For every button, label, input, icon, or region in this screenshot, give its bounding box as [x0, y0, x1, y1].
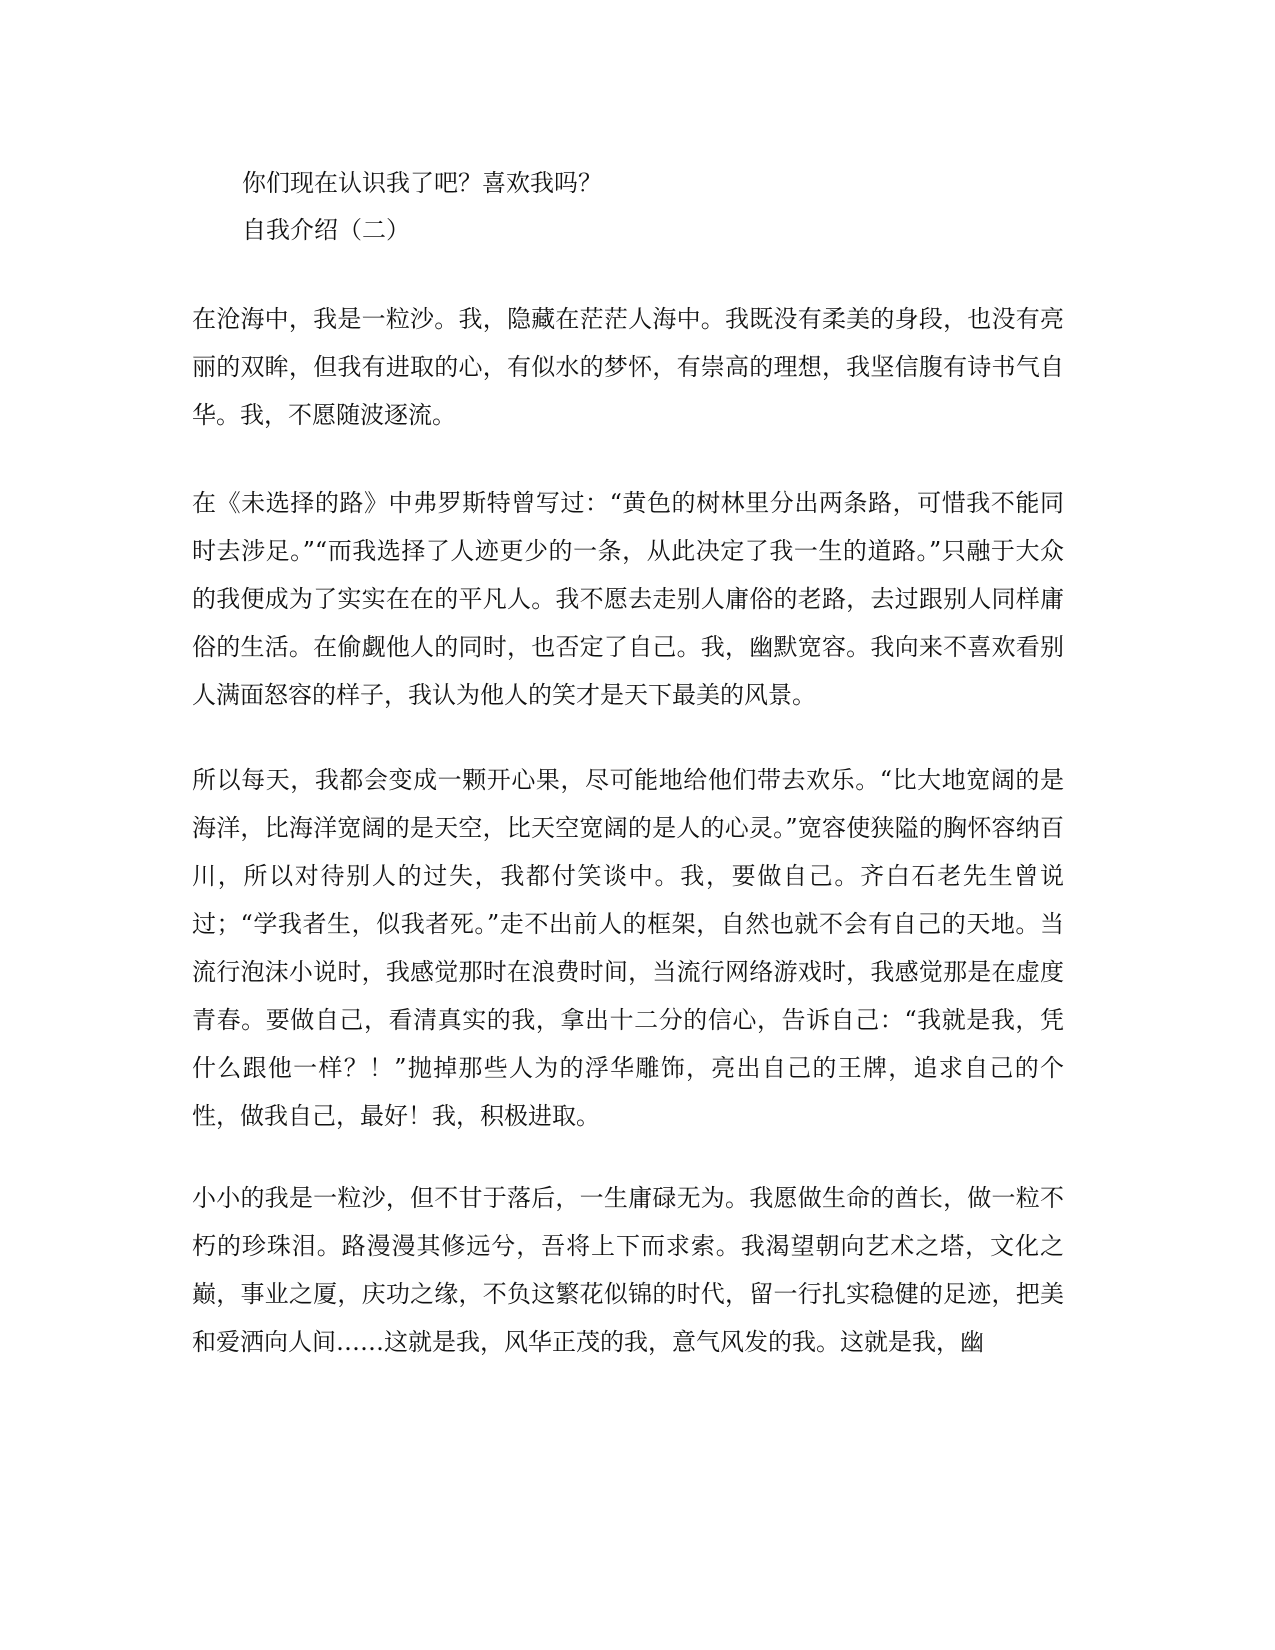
paragraph-2: 在《未选择的路》中弗罗斯特曾写过：“黄色的树林里分出两条路，可惜我不能同时去涉足。”“而我选择了人迹更少的一条，从此决定了我一生的道路。”只融于大众的我便成为了实实在在的平凡人。我不愿去走别人庸俗的老路，去过跟别人同样庸俗的生活。在偷觑他人的同时，也否定了自己。我，幽默宽容。我向来不喜欢看别人满面怒容的样子，我认为他人的笑才是天下最美的风景。	[192, 489, 1064, 709]
intro-question-line: 你们现在认识我了吧？喜欢我吗？	[242, 169, 602, 197]
paragraph-4: 小小的我是一粒沙，但不甘于落后，一生庸碌无为。我愿做生命的酋长，做一粒不朽的珍珠泪。路漫漫其修远兮，吾将上下而求索。我渴望朝向艺术之塔，文化之巅，事业之厦，庆功之缘，不负这繁花似锦的时代，留一行扎实稳健的足迹，把美和爱洒向人间……这就是我，风华正茂的我，意气风发的我。这就是我，幽	[192, 1184, 1064, 1356]
paragraph-3: 所以每天，我都会变成一颗开心果，尽可能地给他们带去欢乐。“比大地宽阔的是海洋，比海洋宽阔的是天空，比天空宽阔的是人的心灵。”宽容使狭隘的胸怀容纳百川，所以对待别人的过失，我都付笑谈中。我，要做自己。齐白石老先生曾说过；“学我者生，似我者死。”走不出前人的框架，自然也就不会有自己的天地。当流行泡沫小说时，我感觉那时在浪费时间，当流行网络游戏时，我感觉那是在虚度青春。要做自己，看清真实的我，拿出十二分的信心，告诉自己：“我就是我，凭什么跟他一样？！”抛掉那些人为的浮华雕饰，亮出自己的王牌，追求自己的个性，做我自己，最好！我，积极进取。	[192, 766, 1064, 1130]
section-heading: 自我介绍（二）	[242, 216, 410, 244]
paragraph-1: 在沧海中，我是一粒沙。我，隐藏在茫茫人海中。我既没有柔美的身段，也没有亮丽的双眸，但我有进取的心，有似水的梦怀，有崇高的理想，我坚信腹有诗书气自华。我，不愿随波逐流。	[192, 305, 1064, 429]
